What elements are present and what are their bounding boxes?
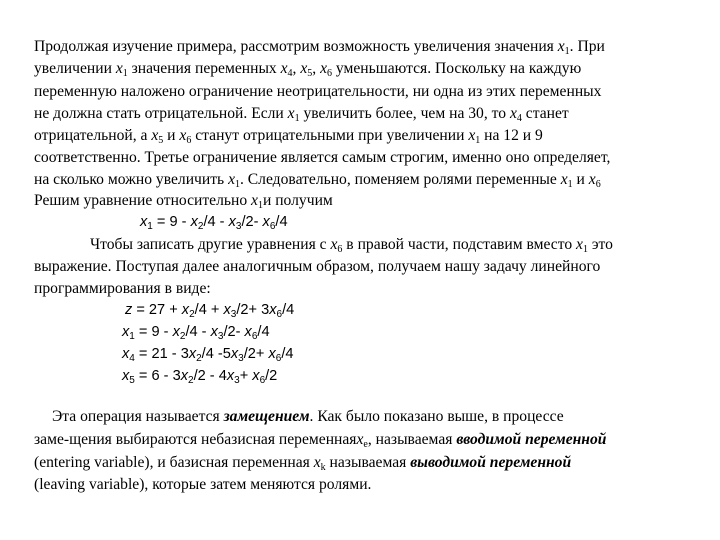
text-run: = 9 - <box>134 324 173 340</box>
subscript: 6 <box>276 309 283 320</box>
variable: x <box>172 324 180 340</box>
variable: x <box>287 105 295 122</box>
text-run: /2 <box>265 368 278 384</box>
subscript: e <box>363 439 368 450</box>
variable: x <box>122 346 130 362</box>
subscript: 5 <box>158 135 164 146</box>
text-run: /2 - 4 <box>193 368 227 384</box>
text-run: и получим <box>262 192 333 209</box>
equation-x1-system <box>122 323 270 341</box>
variable: x <box>223 302 231 318</box>
subscript: 6 <box>595 179 601 190</box>
text-run: Продолжая изучение примера, рассмотрим возможность увеличения значения <box>34 38 558 55</box>
variable: x <box>560 171 568 188</box>
variable: z <box>125 302 133 318</box>
text-line <box>52 408 564 426</box>
subscript: 4 <box>287 68 293 79</box>
subscript: 6 <box>259 375 266 386</box>
subscript: 3 <box>234 375 240 386</box>
subscript: 1 <box>257 200 263 211</box>
text-run: не должна стать отрицательной. Если <box>34 105 288 122</box>
variable: x <box>576 236 583 253</box>
term-emphasis: замещением <box>223 408 310 425</box>
variable: x <box>268 346 276 362</box>
text-run: = 6 - 3 <box>134 368 181 384</box>
subscript: 1 <box>122 68 128 79</box>
text-run: , называемая <box>367 431 457 448</box>
text-run: (leaving variable), которые затем меняются ролями. <box>34 476 372 493</box>
variable: x <box>300 60 308 77</box>
text-run: на сколько можно увеличить <box>34 171 229 188</box>
text-run: на 12 и 9 <box>480 127 543 144</box>
text-run: отрицательной, а <box>34 127 152 144</box>
variable: x <box>179 127 187 144</box>
text-line <box>34 60 581 78</box>
subscript: 2 <box>196 353 202 364</box>
variable: x <box>262 214 270 230</box>
subscript: 5 <box>307 68 313 79</box>
variable: x <box>244 324 252 340</box>
variable: x <box>228 171 235 188</box>
text-run: переменную наложено ограничение неотрицательности, ни одна из этих переменных <box>34 83 602 100</box>
text-line <box>34 149 610 167</box>
variable: x <box>122 368 130 384</box>
text-line <box>34 454 571 472</box>
text-line <box>34 431 606 449</box>
variable: x <box>557 38 565 55</box>
term-emphasis: вводимой переменной <box>456 431 607 448</box>
variable: x <box>252 368 260 384</box>
variable: x <box>180 368 188 384</box>
subscript: 3 <box>235 221 242 232</box>
text-line <box>34 105 569 123</box>
subscript: 1 <box>564 46 570 57</box>
subscript: 1 <box>147 221 153 232</box>
subscript: 5 <box>129 375 135 386</box>
subscript: 6 <box>251 331 258 342</box>
text-run: увеличить более, чем на 30, то <box>299 105 510 122</box>
text-run: Чтобы записать другие уравнения с <box>90 236 331 253</box>
text-run: станут отрицательными при увеличении <box>191 127 469 144</box>
subscript: 3 <box>217 331 224 342</box>
text-run: . Как было показано выше, в процессе <box>309 408 564 425</box>
subscript: 4 <box>516 113 522 124</box>
equation-x1 <box>140 213 288 231</box>
text-run: /4 - <box>203 214 229 230</box>
text-run: Решим уравнение относительно <box>34 192 252 209</box>
subscript: k <box>320 462 326 473</box>
text-line <box>34 258 600 276</box>
text-run: /2+ <box>243 346 269 362</box>
variable: x <box>226 368 235 384</box>
variable: x <box>588 171 596 188</box>
text-run: /4 - <box>185 324 211 340</box>
variable: x <box>228 214 236 230</box>
subscript: 4 <box>129 353 135 364</box>
text-line <box>34 476 371 494</box>
text-run: программирования в виде: <box>34 280 211 297</box>
text-run: /2- <box>241 214 263 230</box>
text-line <box>34 127 543 145</box>
variable: x <box>115 60 123 77</box>
variable: x <box>251 192 258 209</box>
variable: x <box>356 431 364 448</box>
text-line <box>34 38 605 56</box>
variable: x <box>230 346 239 362</box>
equation-x5 <box>122 367 277 385</box>
variable: x <box>320 60 327 77</box>
text-run: станет <box>521 105 569 122</box>
text-run: = 27 + <box>132 302 182 318</box>
subscript: 1 <box>475 135 481 146</box>
text-run: = 9 - <box>152 214 191 230</box>
text-run: в правой части, подставим вместо <box>342 236 577 253</box>
text-run: увеличении <box>34 60 116 77</box>
subscript: 1 <box>129 331 135 342</box>
text-run: это <box>587 236 613 253</box>
subscript: 2 <box>197 221 204 232</box>
text-run: /4 <box>281 346 294 362</box>
variable: x <box>269 302 277 318</box>
variable: x <box>122 324 130 340</box>
text-line <box>34 280 211 298</box>
text-run: /4 -5 <box>201 346 231 362</box>
text-run: . Следовательно, поменяем ролями переменные <box>239 171 561 188</box>
text-run: + <box>239 368 253 384</box>
text-run: , <box>312 60 321 77</box>
text-run: , <box>292 60 301 77</box>
variable: x <box>181 302 190 318</box>
subscript: 1 <box>567 179 573 190</box>
text-run: /4 <box>257 324 270 340</box>
text-run: и <box>572 171 589 188</box>
text-run: . При <box>569 38 605 55</box>
text-line <box>34 171 601 189</box>
subscript: 1 <box>294 113 300 124</box>
text-run: /2+ 3 <box>236 302 270 318</box>
text-run: называемая <box>325 454 411 471</box>
variable: x <box>313 454 321 471</box>
variable: x <box>210 324 218 340</box>
subscript: 2 <box>179 331 186 342</box>
text-run: = 21 - 3 <box>134 346 189 362</box>
variable: x <box>140 214 148 230</box>
variable: x <box>330 236 338 253</box>
subscript: 1 <box>234 179 240 190</box>
text-run: (entering variable), и базисная переменная <box>34 454 314 471</box>
text-line <box>34 83 601 101</box>
text-run: соответственно. Третье ограничение является самым строгим, именно оно определяет, <box>34 149 611 166</box>
text-run: Эта операция называется <box>52 408 224 425</box>
variable: x <box>190 214 198 230</box>
equation-x4 <box>122 345 294 363</box>
text-run: значения переменных <box>127 60 281 77</box>
subscript: 6 <box>269 221 276 232</box>
variable: x <box>151 127 159 144</box>
text-line <box>90 236 613 254</box>
text-run: /2- <box>223 324 245 340</box>
text-line <box>34 192 333 210</box>
variable: x <box>280 60 288 77</box>
text-run: и <box>163 127 180 144</box>
text-run: /4 <box>275 214 288 230</box>
text-run: выражение. Поступая далее аналогичным образом, получаем нашу задачу линейного <box>34 258 601 275</box>
text-run: /4 + <box>194 302 224 318</box>
subscript: 6 <box>186 135 192 146</box>
text-run: уменьшаются. Поскольку на каждую <box>331 60 582 77</box>
term-emphasis: выводимой переменной <box>410 454 572 471</box>
subscript: 2 <box>189 309 195 320</box>
equation-z <box>125 301 294 319</box>
subscript: 3 <box>238 353 244 364</box>
subscript: 2 <box>188 375 194 386</box>
subscript: 1 <box>582 244 588 255</box>
subscript: 6 <box>337 244 343 255</box>
text-run: /4 <box>282 302 295 318</box>
subscript: 6 <box>326 68 332 79</box>
text-run: заме-щения выбираются небазисная переменная <box>34 431 357 448</box>
variable: x <box>468 127 476 144</box>
variable: x <box>188 346 197 362</box>
subscript: 3 <box>230 309 237 320</box>
subscript: 6 <box>275 353 282 364</box>
variable: x <box>509 105 517 122</box>
